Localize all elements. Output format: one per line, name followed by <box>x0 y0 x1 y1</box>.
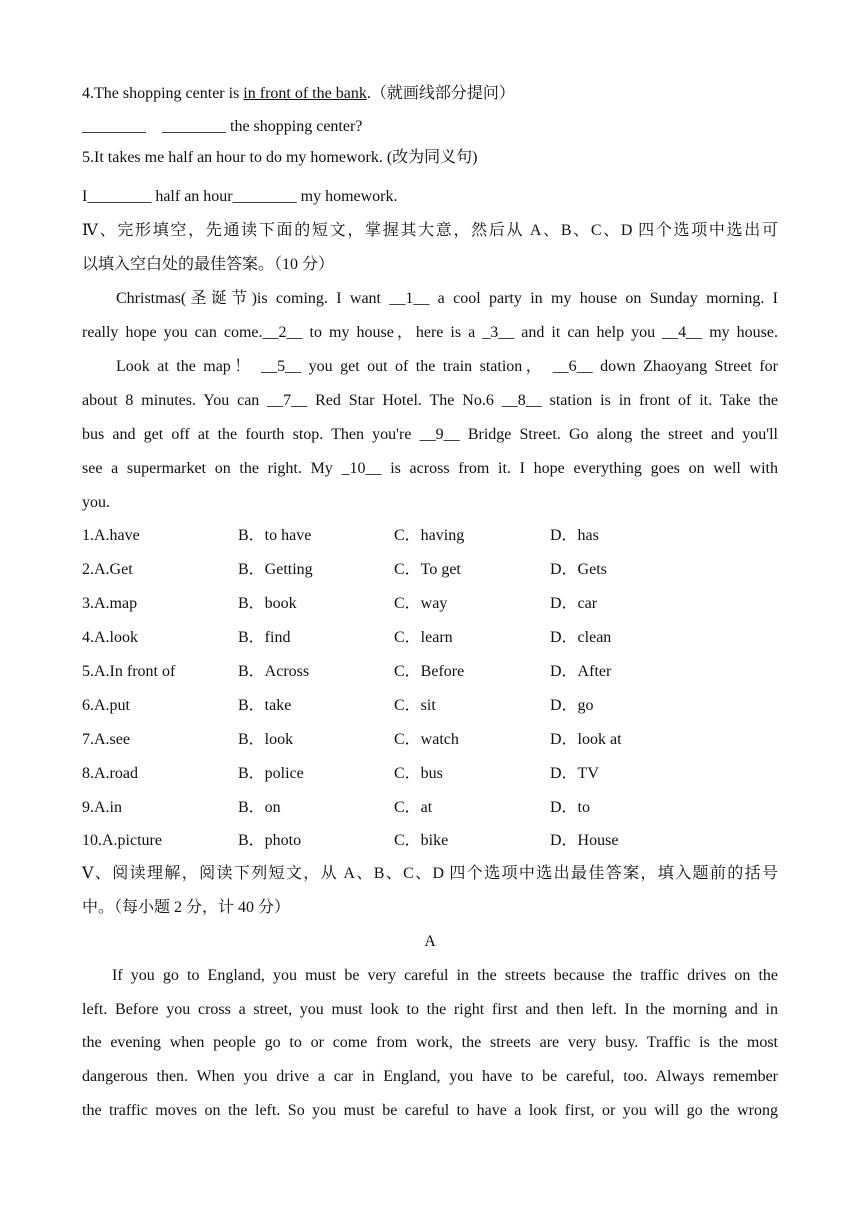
question-4-underlined: in front of the bank <box>243 85 367 102</box>
option-a: 6.A.put <box>82 697 130 714</box>
option-c: C．To get <box>394 561 461 578</box>
reading-line: If you go to England, you must be very careful in the streets because the traffic drives on the <box>112 967 778 984</box>
option-c: C．learn <box>394 629 453 646</box>
option-c: C．way <box>394 595 448 612</box>
option-b: B．on <box>238 799 281 816</box>
option-a: 4.A.look <box>82 629 138 646</box>
option-c: C．sit <box>394 697 436 714</box>
reading-line: left. Before you cross a street, you must look to the right first and then left. In the morning and in <box>82 1001 778 1018</box>
cloze-line: see a supermarket on the right. My _10__ is across from it. I hope everything goes on well with <box>82 460 778 477</box>
option-b: B．look <box>238 731 294 748</box>
option-d: D．look at <box>550 731 622 748</box>
reading-line: the traffic moves on the left. So you must be careful to have a look first, or you will go the wrong <box>82 1102 778 1119</box>
cloze-line: Christmas(圣诞节)is coming. I want __1__ a cool party in my house on Sunday morning. I <box>116 290 778 307</box>
option-d: D．go <box>550 697 594 714</box>
option-a: 8.A.road <box>82 765 138 782</box>
cloze-line: Look at the map！ __5__ you get out of the train station， __6__ down Zhaoyang Street for <box>116 358 778 375</box>
option-row <box>82 560 782 580</box>
option-d: D．House <box>550 832 619 849</box>
section-5-heading: Ⅴ、阅读理解，阅读下列短文，从 A、B、C、D 四个选项中选出最佳答案，填入题前的括号 <box>82 865 778 882</box>
option-b: B．take <box>238 697 292 714</box>
cloze-line: bus and get off at the fourth stop. Then you're __9__ Bridge Street. Go along the street and you'll <box>82 426 778 443</box>
option-a: 3.A.map <box>82 595 138 612</box>
option-d: D．TV <box>550 765 599 782</box>
option-a: 10.A.picture <box>82 832 162 849</box>
option-d: D．car <box>550 595 598 612</box>
option-row <box>82 594 782 614</box>
option-d: D．to <box>550 799 591 816</box>
cloze-line: about 8 minutes. You can __7__ Red Star Hotel. The No.6 __8__ station is in front of it. Take the <box>82 392 778 409</box>
question-5-answer: I________ half an hour________ my homework. <box>82 188 398 205</box>
question-4-instruction: .（就画线部分提问） <box>366 85 515 102</box>
option-c: C．at <box>394 799 433 816</box>
option-row <box>82 764 782 784</box>
option-d: D．clean <box>550 629 612 646</box>
section-5-heading-cont: 中。（每小题 2 分，计 40 分） <box>82 899 291 916</box>
passage-label: A <box>424 933 436 950</box>
option-d: D．Gets <box>550 561 607 578</box>
option-c: C．Before <box>394 663 465 680</box>
option-d: D．has <box>550 527 599 544</box>
option-b: B．to have <box>238 527 312 544</box>
option-d: D．After <box>550 663 612 680</box>
option-row <box>82 628 782 648</box>
cloze-line: really hope you can come.__2__ to my house，here is a _3__ and it can help you __4__ my house. <box>82 324 778 341</box>
cloze-line: you. <box>82 494 110 511</box>
option-b: B．Getting <box>238 561 313 578</box>
option-row <box>82 730 782 750</box>
option-a: 1.A.have <box>82 527 140 544</box>
question-5: 5.It takes me half an hour to do my homework. (改为同义句) <box>82 149 478 166</box>
question-4-text: 4.The shopping center is <box>82 85 244 102</box>
reading-line: dangerous then. When you drive a car in England, you have to be careful, too. Always remember <box>82 1068 778 1085</box>
question-4-answer: ________ ________ the shopping center? <box>82 118 363 135</box>
option-b: B．police <box>238 765 304 782</box>
option-c: C．bus <box>394 765 443 782</box>
option-row <box>82 662 782 682</box>
option-row <box>82 526 782 546</box>
reading-line: the evening when people go to or come from work, the streets are very busy. Traffic is the most <box>82 1034 778 1051</box>
section-4-heading-cont: 以填入空白处的最佳答案。（10 分） <box>82 256 335 273</box>
option-a: 5.A.In front of <box>82 663 176 680</box>
option-row <box>82 831 782 851</box>
option-c: C．watch <box>394 731 459 748</box>
option-b: B．find <box>238 629 291 646</box>
option-a: 7.A.see <box>82 731 130 748</box>
option-a: 9.A.in <box>82 799 122 816</box>
question-4 <box>82 84 778 104</box>
option-c: C．having <box>394 527 465 544</box>
option-row <box>82 798 782 818</box>
option-b: B．book <box>238 595 297 612</box>
section-4-heading: Ⅳ、完形填空，先通读下面的短文，掌握其大意，然后从 A、B、C、D 四个选项中选出可 <box>82 222 778 239</box>
option-a: 2.A.Get <box>82 561 133 578</box>
option-b: B．photo <box>238 832 302 849</box>
option-row <box>82 696 782 716</box>
option-c: C．bike <box>394 832 449 849</box>
option-b: B．Across <box>238 663 310 680</box>
